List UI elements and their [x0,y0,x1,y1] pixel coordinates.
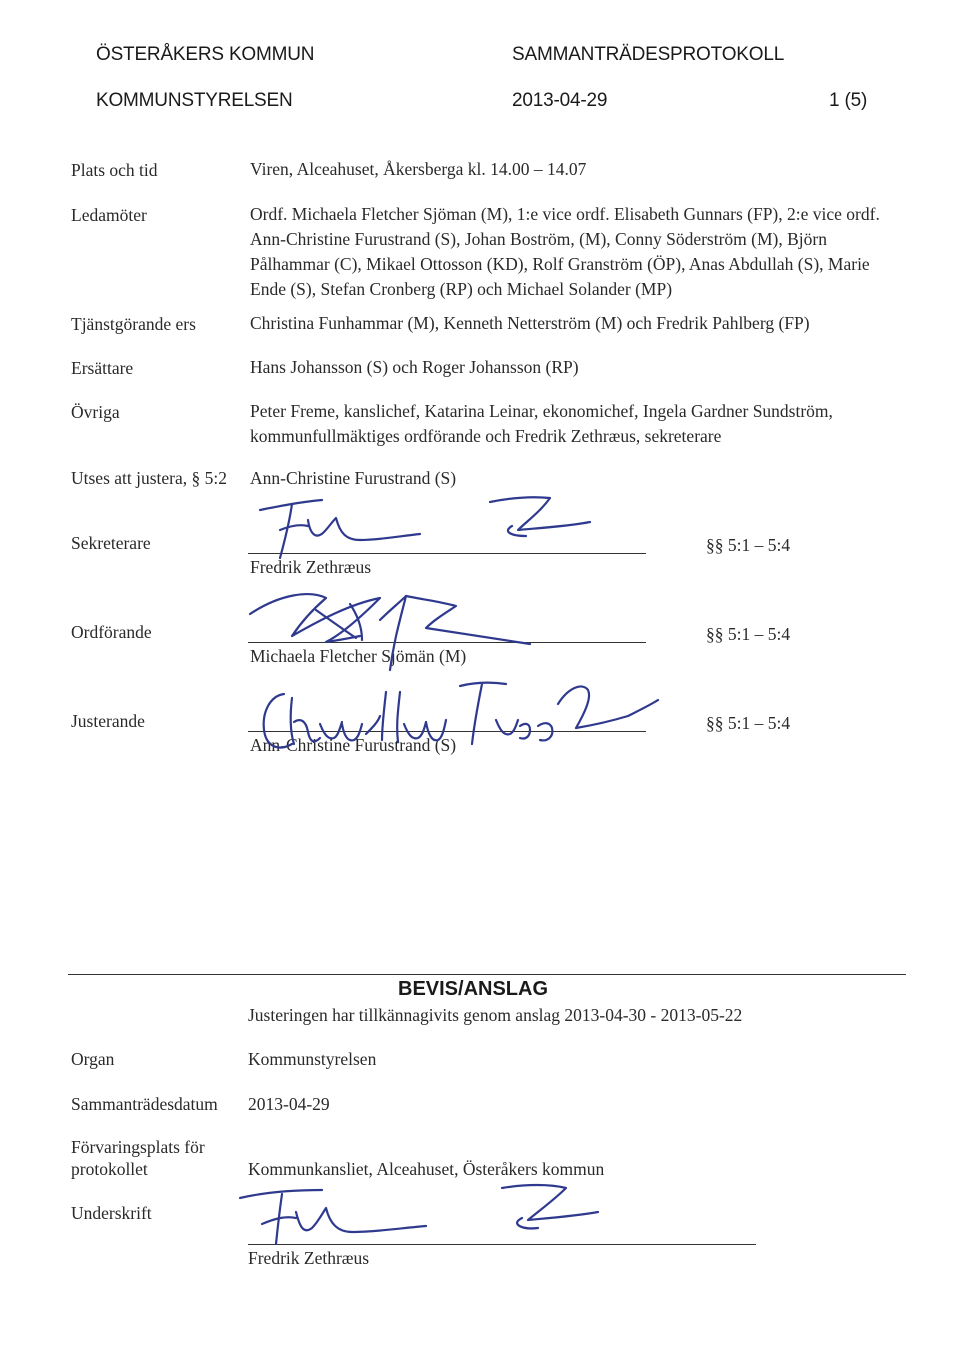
others-value: Peter Freme, kanslichef, Katarina Leinar, ekonomichef, Ingela Gardner Sundström, kommunfullmäktiges ordförande och Fredrik Zethræus, sekreterare [250,401,833,446]
bevis-title: BEVIS/ANSLAG [398,978,549,1000]
committee-name: KOMMUNSTYRELSEN [96,90,293,111]
storage-label-line1: Förvaringsplats för [71,1137,205,1157]
adjuster-name: Ann-Christine Furustrand (S) [250,468,457,488]
chair-paragraphs: §§ 5:1 – 5:4 [706,624,791,644]
members-value: Ordf. Michaela Fletcher Sjöman (M), 1:e vice ordf. Elisabeth Gunnars (FP), 2:e vice ordf. Ann-Christine Furustrand (S), Johan Boström, (M), Conny Söderström (M), Björn Pålhammar (C), Mikael Ottosson (KD), Rolf Granström (ÖP), Anas Abdullah (S), Marie Ende (S), Stefan Cronberg (RP) och Michael Solander (MP) [250,204,880,299]
place-time-value: Viren, Alceahuset, Åkersberga kl. 14.00 – 14.07 [250,159,587,179]
bevis-signer-name: Fredrik Zethræus [248,1248,370,1268]
meeting-date-label: Sammanträdesdatum [71,1094,218,1114]
secretary-name: Fredrik Zethræus [250,557,372,577]
bevis-signature [226,1172,606,1252]
members-label: Ledamöter [71,205,147,225]
secretary-paragraphs: §§ 5:1 – 5:4 [706,535,791,555]
adjuster-label: Utses att justera, § 5:2 [71,468,228,488]
chair-name: Michaela Fletcher Sjömän (M) [250,646,467,666]
substitutes-label: Ersättare [71,358,134,378]
bevis-notice: Justeringen har tillkännagivits genom anslag 2013-04-30 - 2013-05-22 [248,1005,743,1025]
document-type: SAMMANTRÄDESPROTOKOLL [512,44,785,65]
place-time-label: Plats och tid [71,160,158,180]
bevis-divider [68,974,906,975]
others-label: Övriga [71,402,120,422]
storage-value: Kommunkansliet, Alceahuset, Österåkers kommun [248,1159,605,1179]
adjuster-paragraphs: §§ 5:1 – 5:4 [706,713,791,733]
substitutes-value: Hans Johansson (S) och Roger Johansson (RP) [250,357,579,377]
adjuster-signature [248,664,668,764]
organ-value: Kommunstyrelsen [248,1049,377,1069]
page-number: 1 (5) [829,90,868,111]
serving-label: Tjänstgörande ers [71,314,196,334]
adjuster-sign-name: Ann-Christine Furustrand (S) [250,735,457,755]
chair-label: Ordförande [71,622,152,642]
secretary-signature [250,478,590,568]
adjuster-sign-label: Justerande [71,711,145,731]
secretary-label: Sekreterare [71,533,151,553]
meeting-date-header: 2013-04-29 [512,90,608,111]
signature-label: Underskrift [71,1203,152,1223]
municipality-name: ÖSTERÅKERS KOMMUN [96,44,315,65]
meeting-date-value: 2013-04-29 [248,1094,330,1114]
serving-value: Christina Funhammar (M), Kenneth Netterström (M) och Fredrik Pahlberg (FP) [250,313,810,333]
storage-label-line2: protokollet [71,1159,148,1179]
organ-label: Organ [71,1049,115,1069]
